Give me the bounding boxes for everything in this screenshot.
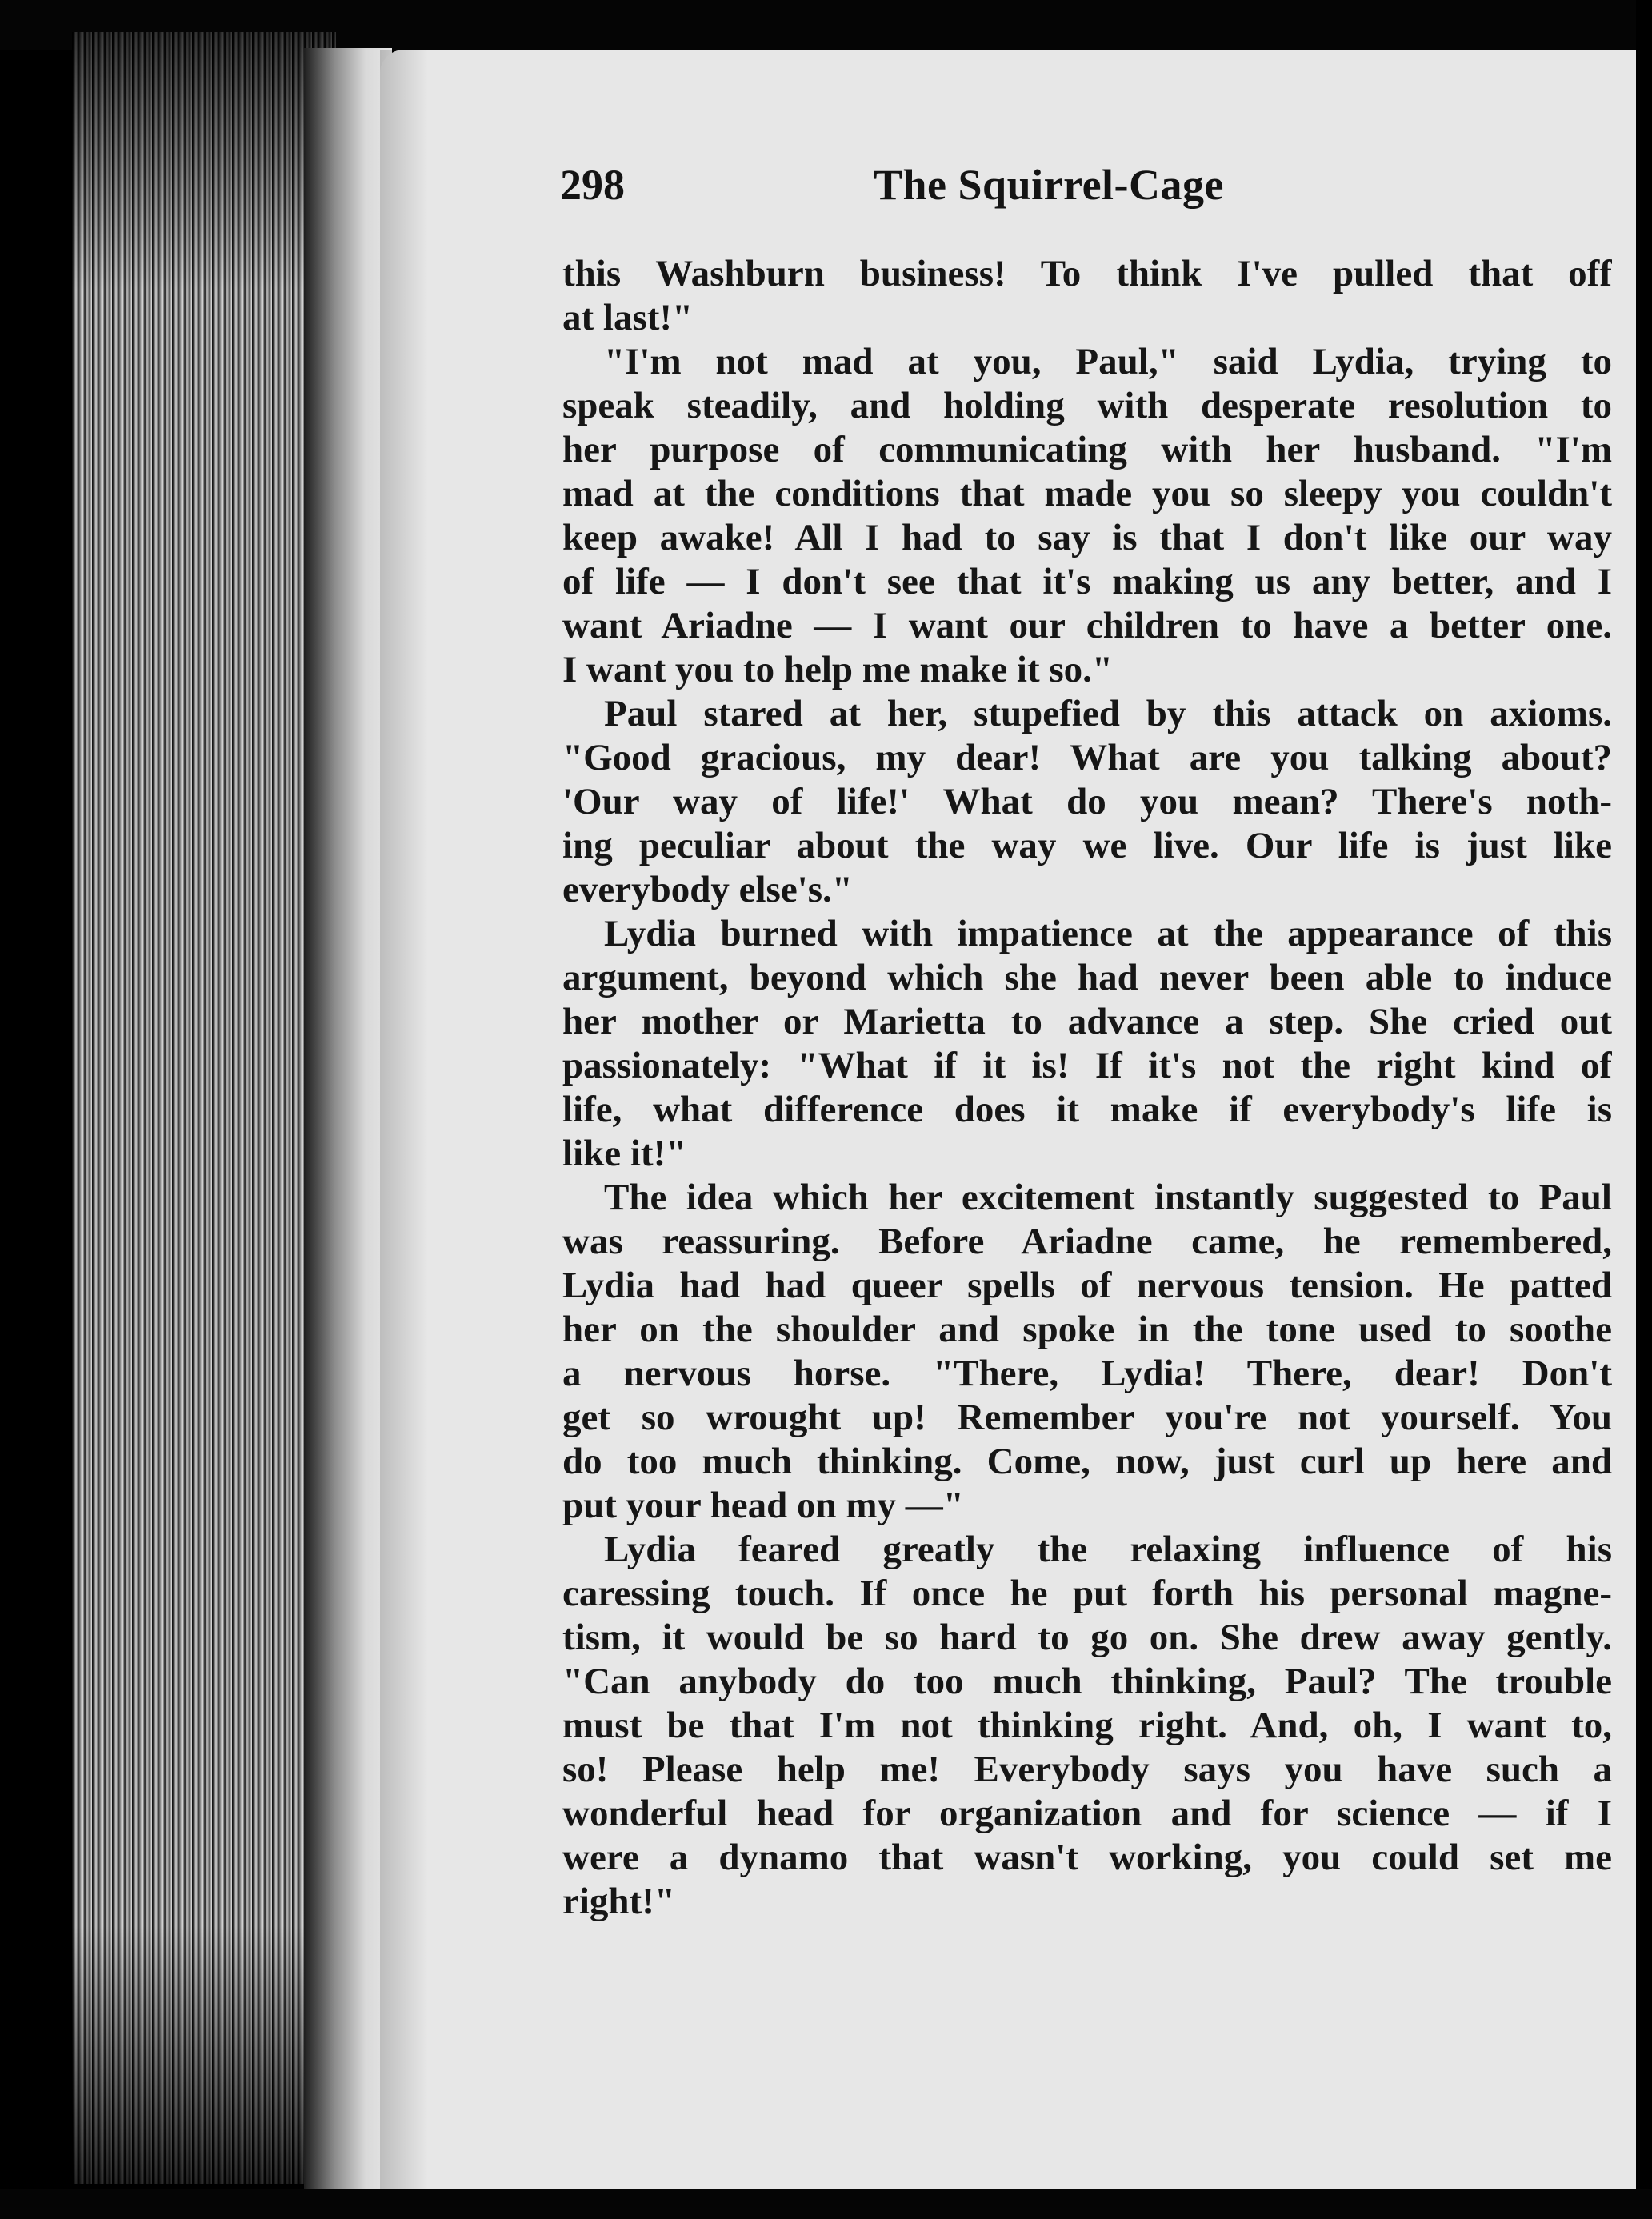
- book-page-edges: [72, 32, 336, 2184]
- page-number: 298: [560, 161, 625, 209]
- text-line: I want you to help me make it so.": [562, 649, 1114, 690]
- text-line: keep awake! All I had to say is that I don't like our way: [562, 517, 1612, 558]
- text-line: argument, beyond which she had never been able to induce: [562, 957, 1612, 998]
- text-line: Lydia burned with impatience at the appearance of this: [604, 913, 1612, 954]
- text-line: was reassuring. Before Ariadne came, he remembered,: [562, 1221, 1612, 1262]
- text-line: do too much thinking. Come, now, just curl up here and: [562, 1441, 1612, 1482]
- text-line: at last!": [562, 297, 694, 338]
- text-line: her mother or Marietta to advance a step. She cried out: [562, 1001, 1612, 1042]
- text-line: must be that I'm not thinking right. And, oh, I want to,: [562, 1705, 1612, 1746]
- text-line: [562, 340, 1612, 384]
- text-line: Lydia feared greatly the relaxing influence of his: [604, 1529, 1612, 1570]
- body-text: [562, 252, 1612, 1924]
- text-line: mad at the conditions that made you so sleepy you couldn't: [562, 473, 1612, 514]
- book-gutter: [304, 48, 392, 2192]
- text-line: so! Please help me! Everybody says you have such a: [562, 1749, 1612, 1790]
- text-line: were a dynamo that wasn't working, you could set me: [562, 1837, 1612, 1878]
- text-line: this Washburn business! To think I've pulled that off: [562, 253, 1612, 294]
- text-line: "Good gracious, my dear! What are you talking about?: [562, 737, 1612, 778]
- text-line: of life — I don't see that it's making us any better, and I: [562, 561, 1612, 602]
- text-line: "Can anybody do too much thinking, Paul? The trouble: [562, 1661, 1612, 1702]
- text-line: a nervous horse. "There, Lydia! There, dear! Don't: [562, 1353, 1612, 1394]
- text-line: right!": [562, 1881, 675, 1922]
- text-line: speak steadily, and holding with desperate resolution to: [562, 385, 1612, 426]
- text-line: passionately: "What if it is! If it's not the right kind of: [562, 1045, 1612, 1086]
- text-line: wonderful head for organization and for science — if I: [562, 1793, 1612, 1834]
- text-line: get so wrought up! Remember you're not yourself. You: [562, 1397, 1612, 1438]
- text-line: life, what difference does it make if everybody's life is: [562, 1089, 1612, 1130]
- text-line: caressing touch. If once he put forth his personal magne-: [562, 1573, 1612, 1614]
- page-header: [560, 160, 1612, 224]
- text-line: want Ariadne — I want our children to have a better one.: [562, 605, 1612, 646]
- text-line: like it!": [562, 1133, 687, 1174]
- scan-bottom-margin: [0, 2189, 1652, 2219]
- page-shadow: [380, 50, 428, 2189]
- text-line: ing peculiar about the way we live. Our life is just like: [562, 825, 1612, 866]
- scan-right-margin: [1636, 0, 1652, 2219]
- text-line: put your head on my —": [562, 1485, 964, 1526]
- running-title: The Squirrel-Cage: [874, 161, 1224, 209]
- text-line: 'Our way of life!' What do you mean? There's noth-: [562, 781, 1612, 822]
- text-line: her on the shoulder and spoke in the tone used to soothe: [562, 1309, 1612, 1350]
- text-line: her purpose of communicating with her husband. "I'm: [562, 429, 1612, 470]
- text-line: Paul stared at her, stupefied by this attack on axioms.: [604, 693, 1612, 734]
- text-line-content: "I'm not mad at you, Paul," said Lydia, trying to: [604, 341, 1612, 382]
- text-line: Lydia had had queer spells of nervous tension. He patted: [562, 1265, 1612, 1306]
- text-line: everybody else's.": [562, 869, 853, 910]
- text-line: tism, it would be so hard to go on. She drew away gently.: [562, 1617, 1612, 1658]
- text-line: The idea which her excitement instantly suggested to Paul: [604, 1177, 1612, 1218]
